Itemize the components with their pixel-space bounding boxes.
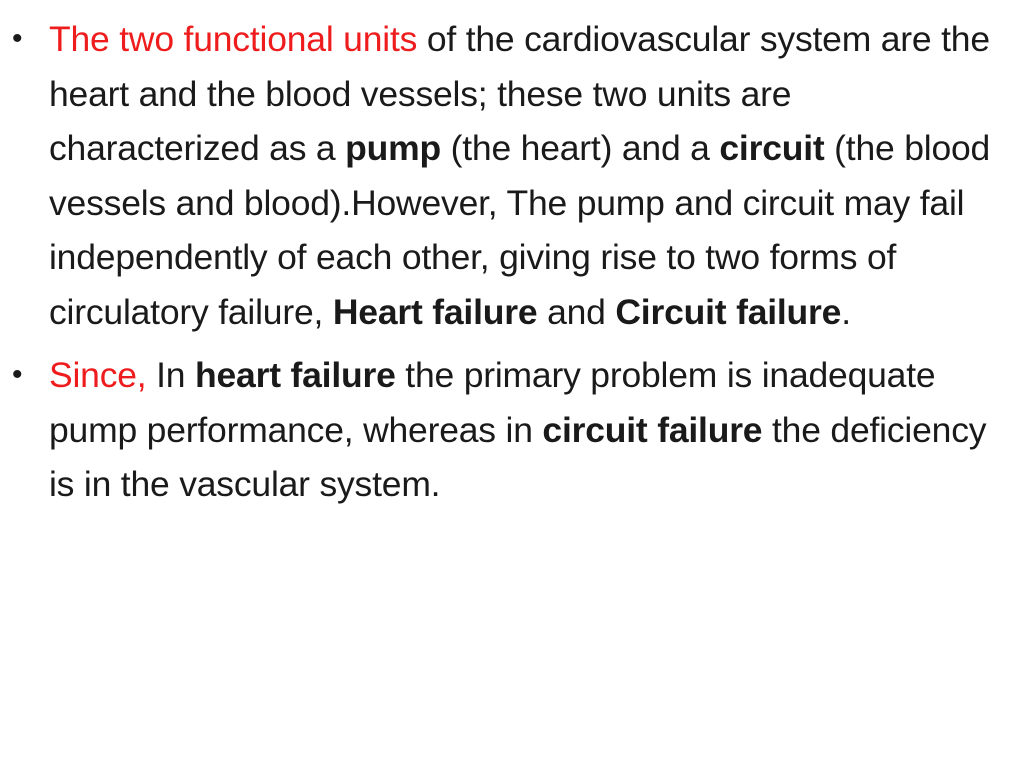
bullet-item-functional-units bbox=[12, 12, 1010, 339]
text-run: the deficiency is in the vascular system. bbox=[49, 409, 987, 504]
emphasis-circuit-failure: circuit failure bbox=[542, 409, 763, 450]
emphasis-circuit-failure: Circuit failure bbox=[615, 291, 842, 332]
text-run: the primary problem is inadequate pump performance, whereas in bbox=[49, 355, 936, 450]
emphasis-circuit: circuit bbox=[719, 128, 825, 168]
emphasis-heart-failure: heart failure bbox=[195, 355, 396, 395]
text-run: (the heart) and a bbox=[440, 128, 720, 168]
emphasis-heart-failure: Heart failure bbox=[332, 291, 538, 332]
emphasis-pump: pump bbox=[345, 128, 441, 168]
text-run: (the blood vessels and blood).However, The pump and circuit may fail independently of each other, giving rise to two forms of circulatory failure, bbox=[49, 128, 991, 332]
bullet-text bbox=[49, 355, 986, 504]
bullet-marker: • bbox=[12, 22, 23, 55]
text-run: of the cardiovascular system are the heart and the blood vessels; these two units are characterized as a bbox=[49, 19, 990, 168]
text-run: In bbox=[146, 355, 196, 395]
highlight-phrase: The two functional units bbox=[49, 19, 418, 59]
bullet-item-since bbox=[12, 348, 1010, 512]
bullet-list bbox=[12, 12, 1010, 512]
bullet-marker: • bbox=[12, 358, 23, 391]
text-run: . bbox=[841, 291, 851, 332]
bullet-text bbox=[49, 19, 990, 332]
text-run: and bbox=[537, 291, 616, 332]
highlight-phrase: Since, bbox=[49, 355, 147, 395]
